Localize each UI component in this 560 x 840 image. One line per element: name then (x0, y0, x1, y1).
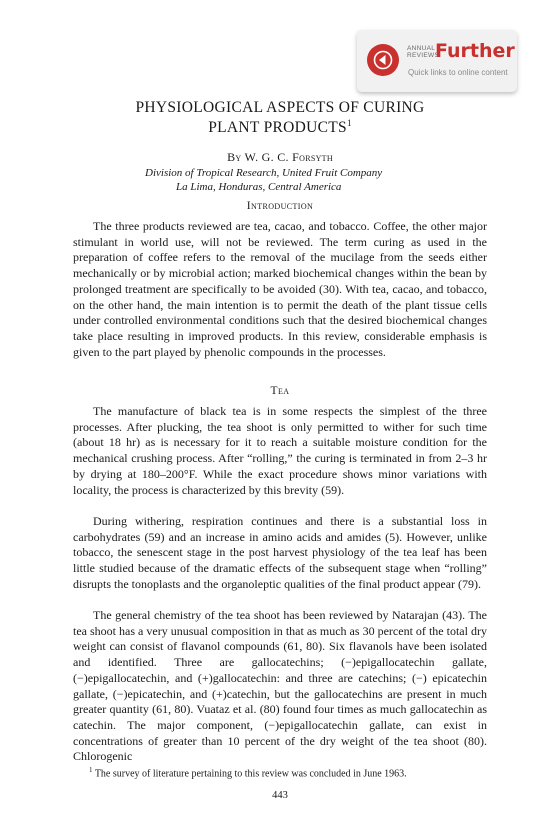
annual-reviews-further-badge[interactable] (357, 30, 517, 92)
tea-paragraph-2: During withering, respiration continues and there is a substantial loss in carbohydrates (59) and an increase in amino acids and amides (5). However, unlike tobacco, the senescent stage in the post harvest physiology of the tea leaf has been little studied because of the dramatic effects of the subsequent stage when “rolling” disrupts the tonoplasts and the organoleptic qualities of the final product appear (79). (73, 514, 487, 591)
badge-tagline: Quick links to online content (408, 68, 508, 77)
footnote-mark: 1 (89, 766, 93, 774)
footnote (73, 766, 487, 779)
tea-paragraph-1: The manufacture of black tea is in some respects the simplest of the three processes. After plucking, the tea shoot is only permitted to wither for such time (about 18 hr) as is necessary for it to reach a suitable moisture condition for the mechanical crushing process. After “rolling,” the curing is terminated in from 2–3 hr by drying at 180–200°F. While the exact procedure shows minor variations with locality, the process is characterized by this brevity (59). (73, 404, 487, 497)
affiliation-line-2: La Lima, Honduras, Central America (176, 181, 342, 193)
footnote-text: The survey of literature pertaining to this review was concluded in June 1963. (94, 768, 407, 780)
introduction-paragraph: The three products reviewed are tea, cacao, and tobacco. Coffee, the other major stimulant in world use, will not be reviewed. The term curing as used in the preparation of coffee refers to the removal of the mucilage from the seeds either mechanically or by microbial action; marked biochemical changes within the bean by prolonged treatment are specifically to be avoided (30). With tea, cacao, and tobacco, on the other hand, the main intention is to permit the death of the plant tissue cells under controlled environmental conditions such that the desired biochemical changes take place resulting in improved products. In this review, considerable emphasis is given to the part played by phenolic compounds in the processes. (73, 219, 487, 359)
author-byline: By W. G. C. Forsyth (227, 150, 333, 164)
article-title-line-2: PLANT PRODUCTS$^1$ (208, 118, 352, 137)
section-heading-introduction: Introduction (246, 200, 314, 212)
title-footnote-mark[interactable]: 1 (346, 118, 352, 128)
further-wordmark: Further (435, 40, 515, 62)
article-title-line-1: PHYSIOLOGICAL ASPECTS OF CURING (135, 99, 425, 116)
section-heading-tea: Tea (270, 385, 290, 397)
affiliation-line-1: Division of Tropical Research, United Fruit Company (145, 167, 383, 179)
page-number: 443 (272, 790, 288, 801)
annual-reviews-logo-icon (367, 44, 399, 76)
annual-reviews-wordmark: ANNUAL REVIEWS (407, 45, 440, 59)
tea-paragraph-3: The general chemistry of the tea shoot has been reviewed by Natarajan (43). The tea shoot has a very unusual composition in that as much as 30 percent of the total dry weight can consist of flavanol compounds (61, 80). Six flavanols have been isolated and identified. Three are gallocatechins; (−)epigallocatechin gallate, (−)epigallocatechin, and (+)gallocatechin: and three are catechins; (−) epicatechin gallate, (−)epicatechin, and (+)catechin, but the gallocatechins are present in much greater quantity (61, 80). Vuataz et al. (80) found four times as much gallocatechin as catechin. The major component, (−)epigallocatechin gallate, can exist in concentrations of greater than 10 percent of the dry weight of the tea shoot (80). Chlorogenic (73, 608, 487, 764)
